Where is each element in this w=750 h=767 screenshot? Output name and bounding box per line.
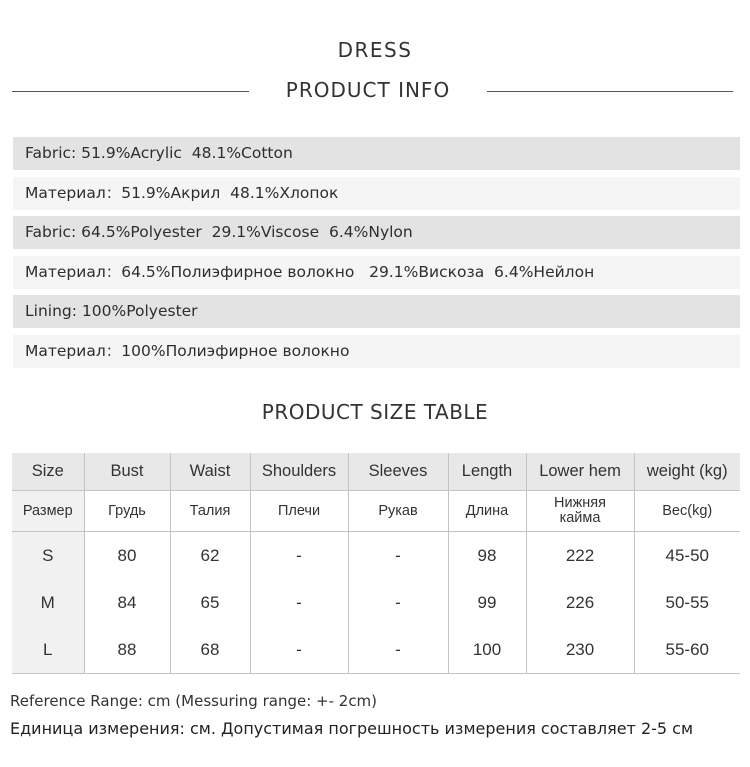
table-row [12,532,740,580]
table-cell: 45-50 [665,545,709,565]
product-info-list [13,137,740,374]
table-cell: 80 [84,532,170,580]
table-cell: 99 [448,579,526,626]
reference-range-note-ru: Единица измерения: см. Допустимая погрешность измерения составляет 2-5 см [10,719,694,738]
table-cell: S [12,532,84,580]
table-cell: 50-55 [665,592,709,612]
table-cell: L [12,626,84,674]
product-info-heading-row [0,78,750,108]
table-header-cell: Вес(kg) [634,491,740,532]
table-cell: - [348,532,448,580]
table-cell: 230 [526,626,634,674]
table-row [12,579,740,626]
table-cell: 100 [448,626,526,674]
table-cell: 65 [170,579,250,626]
table-cell: M [12,579,84,626]
table-cell: - [250,579,348,626]
reference-range-note: Reference Range: cm (Messuring range: +- 2cm) [10,692,378,710]
table-header-cell: Плечи [250,491,348,532]
heading-divider-right [487,91,733,92]
fabric-row-ru: Материал：64.5%Полиэфирное волокно 29.1%Вискоза 6.4%Нейлон [13,256,740,289]
table-header-cell: Талия [170,491,250,532]
fabric-row-en: Fabric: 64.5%Polyester 29.1%Viscose 6.4%Nylon [13,216,740,249]
table-header-cell: Length [448,453,526,491]
table-cell: 222 [526,532,634,580]
heading-divider-left [12,91,249,92]
table-cell: - [348,579,448,626]
table-header-cell: Shoulders [250,453,348,491]
fabric-row-en: Fabric: 51.9%Acrylic 48.1%Cotton [13,137,740,170]
table-header-cell: Waist [170,453,250,491]
table-cell: 84 [84,579,170,626]
table-cell: 226 [526,579,634,626]
page-title: DRESS [337,38,413,62]
size-table-heading: PRODUCT SIZE TABLE [261,400,489,424]
table-header-cell: Размер [12,491,84,532]
lining-row-ru: Материал：100%Полиэфирное волокно [13,335,740,368]
table-header-cell: weight (kg) [634,453,740,491]
table-cell: 55-60 [634,626,740,674]
table-header-cell: Грудь [84,491,170,532]
table-header-cell: Bust [84,453,170,491]
table-cell: 88 [84,626,170,674]
table-cell: 62 [170,532,250,580]
lining-row-en: Lining: 100%Polyester [13,295,740,328]
table-header-cell: Size [12,453,84,491]
product-info-heading: PRODUCT INFO [285,78,451,102]
header-row-ru [12,491,740,532]
table-cell: - [348,626,448,674]
table-header-cell: Lower hem [526,453,634,491]
table-row [12,626,740,674]
table-header-cell: Нижняя кайма [526,491,634,532]
table-header-cell: Sleeves [348,453,448,491]
table-cell: - [250,532,348,580]
size-table [12,453,740,674]
table-cell: 98 [448,532,526,580]
table-cell: - [250,626,348,674]
table-header-cell: Длина [448,491,526,532]
header-row-en [12,453,740,491]
fabric-row-ru: Материал：51.9%Акрил 48.1%Хлопок [13,177,740,210]
table-cell: 68 [170,626,250,674]
table-header-cell: Рукав [348,491,448,532]
